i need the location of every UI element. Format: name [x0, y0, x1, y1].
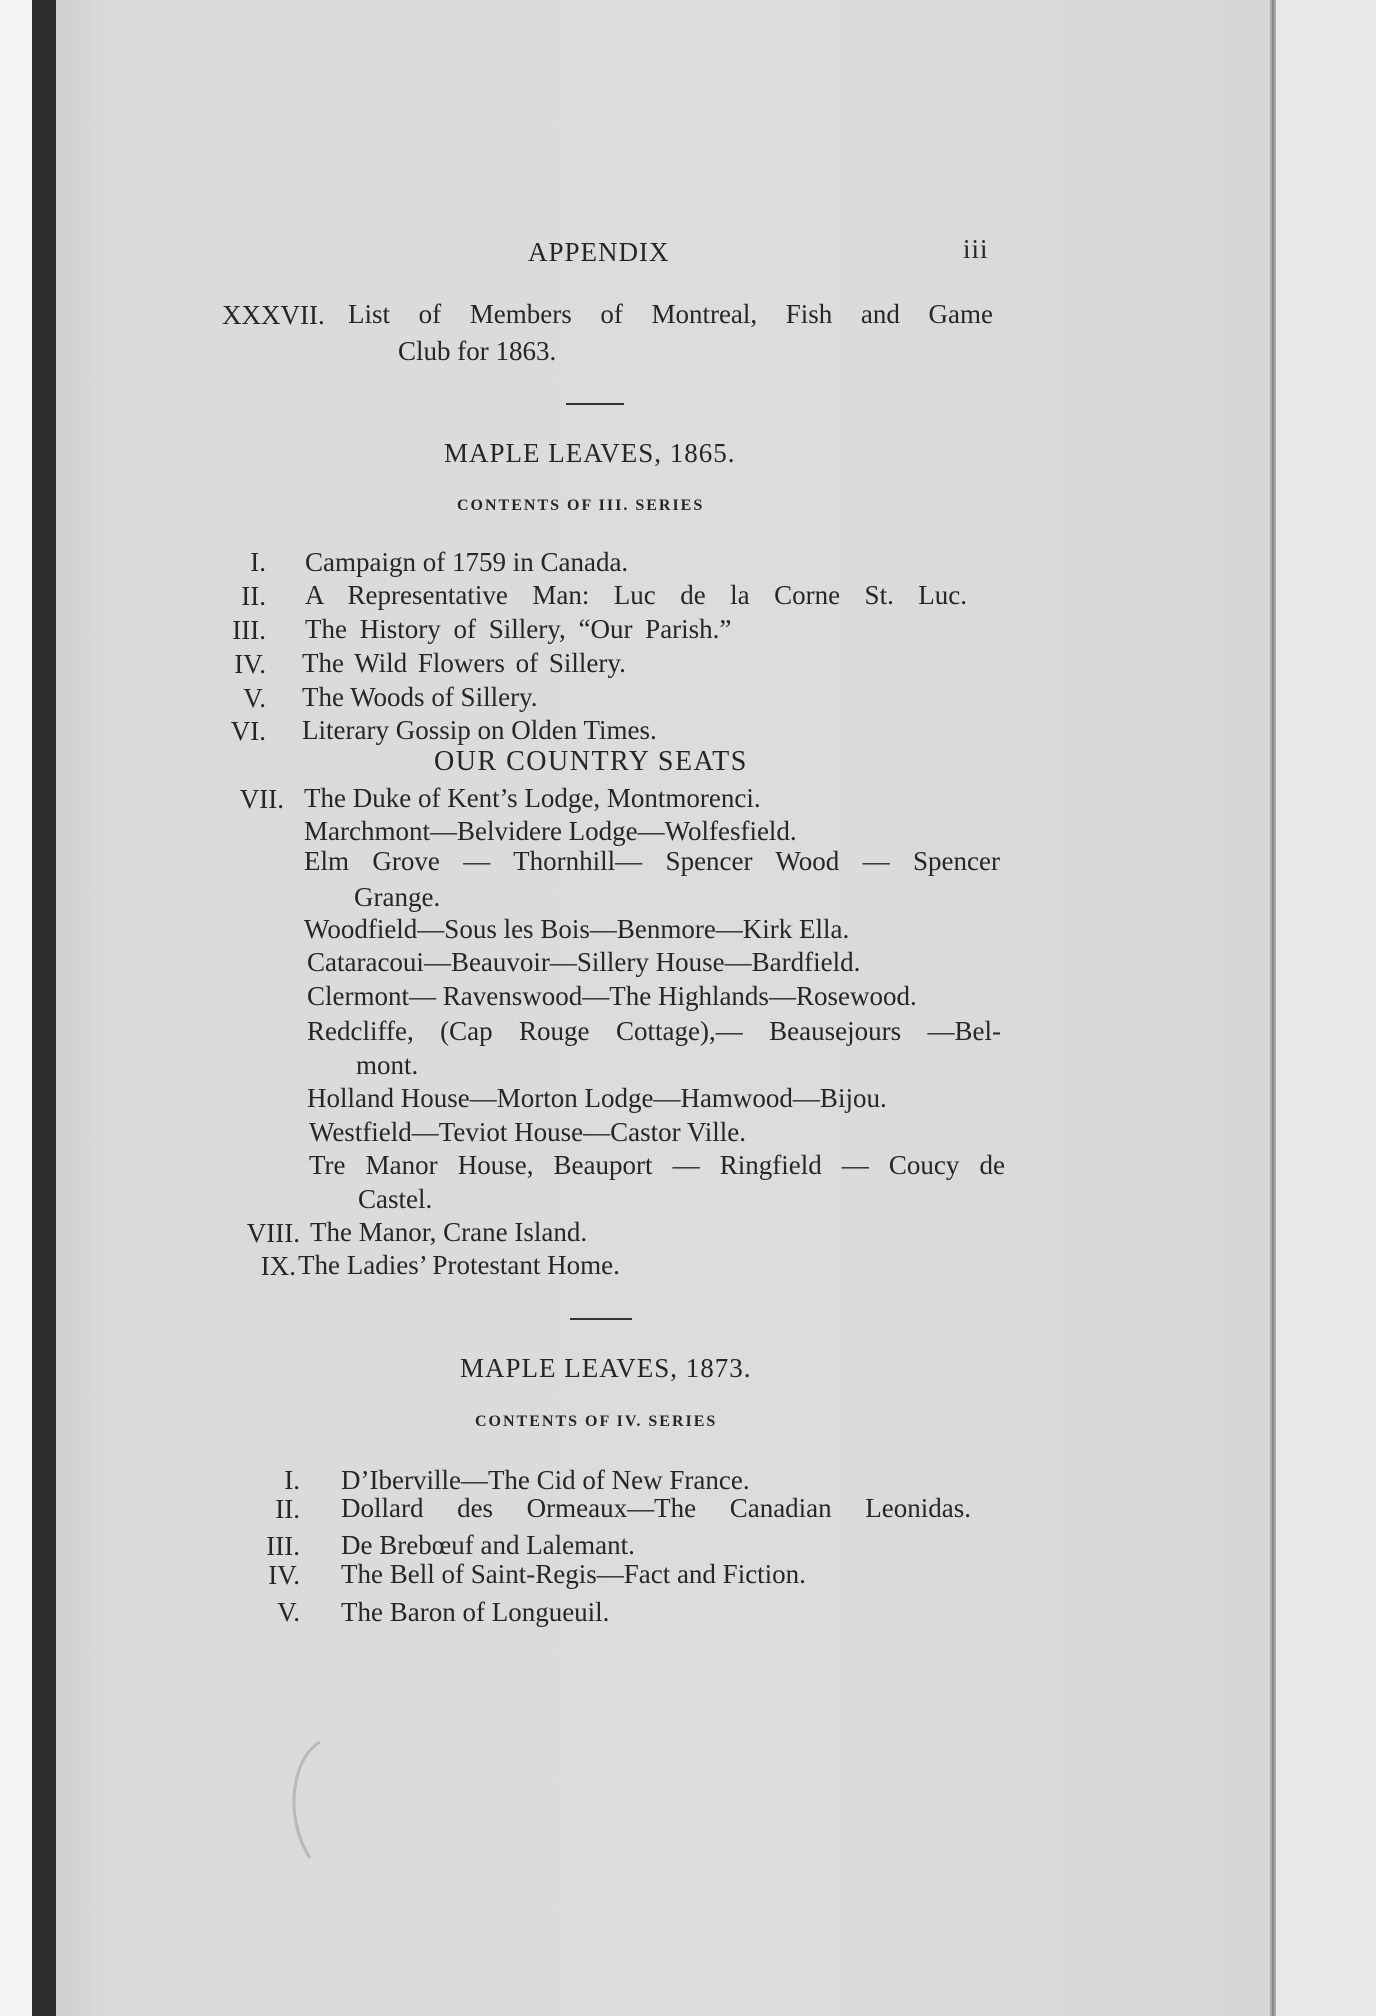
- list-item: mont.: [356, 1050, 419, 1080]
- item-number: V.: [277, 1597, 300, 1627]
- running-head: APPENDIX: [528, 237, 670, 267]
- list-item: Cataracoui—Beauvoir—Sillery House—Bardfield.: [307, 947, 861, 977]
- list-item: Redcliffe, (Cap Rouge Cottage),— Beausejours —Bel-: [307, 1016, 1001, 1046]
- item-number: I.: [250, 547, 266, 577]
- list-item: Holland House—Morton Lodge—Hamwood—Bijou.: [307, 1083, 887, 1113]
- intro-line-2: Club for 1863.: [398, 336, 557, 366]
- list-item: Clermont— Ravenswood—The Highlands—Rosewood.: [307, 981, 917, 1011]
- list-item: Literary Gossip on Olden Times.: [302, 715, 657, 745]
- item-number: II.: [275, 1494, 300, 1524]
- list-item: The Wild Flowers of Sillery.: [302, 648, 626, 678]
- intro-number: XXXVII.: [222, 300, 325, 330]
- list-item: The Baron of Longueuil.: [341, 1597, 610, 1627]
- page-number: iii: [963, 234, 989, 264]
- list-item: D’Iberville—The Cid of New France.: [341, 1465, 750, 1495]
- list-item: De Brebœuf and Lalemant.: [341, 1530, 635, 1560]
- page-edge-line: [1272, 0, 1274, 2016]
- list-item: Marchmont—Belvidere Lodge—Wolfesfield.: [304, 816, 797, 846]
- item-number: IV.: [268, 1560, 300, 1590]
- item-number: V.: [243, 683, 266, 713]
- item-number: III.: [266, 1531, 300, 1561]
- section-title: MAPLE LEAVES, 1865.: [444, 438, 736, 468]
- list-item: The Manor, Crane Island.: [310, 1217, 588, 1247]
- item-number: IV.: [234, 649, 266, 679]
- list-item: The Duke of Kent’s Lodge, Montmorenci.: [304, 783, 761, 813]
- list-item: The Ladies’ Protestant Home.: [298, 1250, 620, 1280]
- item-number: III.: [232, 615, 266, 645]
- item-number: VII.: [239, 784, 284, 814]
- list-item: Elm Grove — Thornhill— Spencer Wood — Spencer: [304, 846, 1000, 876]
- scan-left-margin: [0, 0, 32, 2016]
- list-item: The Woods of Sillery.: [302, 682, 538, 712]
- item-number: VIII.: [246, 1218, 300, 1248]
- list-item: Campaign of 1759 in Canada.: [305, 547, 629, 577]
- intro-line-1: List of Members of Montreal, Fish and Game: [348, 299, 993, 329]
- scan-mark: [280, 1740, 340, 1860]
- item-number: II.: [241, 581, 266, 611]
- list-item: Grange.: [354, 882, 441, 912]
- list-item: Westfield—Teviot House—Castor Ville.: [309, 1117, 746, 1147]
- section-subtitle: CONTENTS OF IV. SERIES: [475, 1413, 718, 1430]
- scan-right-margin: [1276, 0, 1376, 2016]
- item-number: VI.: [230, 716, 266, 746]
- section-divider: [570, 1318, 632, 1320]
- list-item: A Representative Man: Luc de la Corne St. Luc.: [305, 580, 967, 610]
- section-subtitle: CONTENTS OF III. SERIES: [457, 497, 705, 514]
- list-item: The History of Sillery, “Our Parish.”: [305, 614, 732, 644]
- list-item: The Bell of Saint-Regis—Fact and Fiction.: [341, 1559, 806, 1589]
- item-number: I.: [284, 1465, 300, 1495]
- list-item: Dollard des Ormeaux—The Canadian Leonidas.: [341, 1493, 971, 1523]
- list-item: Woodfield—Sous les Bois—Benmore—Kirk Ella.: [304, 914, 850, 944]
- list-item: Tre Manor House, Beauport — Ringfield — Coucy de: [309, 1150, 1005, 1180]
- subsection-heading: OUR COUNTRY SEATS: [434, 746, 748, 777]
- item-number: IX.: [260, 1251, 296, 1281]
- list-item: Castel.: [358, 1184, 433, 1214]
- book-binding-shadow: [32, 0, 56, 2016]
- section-title: MAPLE LEAVES, 1873.: [460, 1353, 752, 1383]
- section-divider: [566, 403, 624, 405]
